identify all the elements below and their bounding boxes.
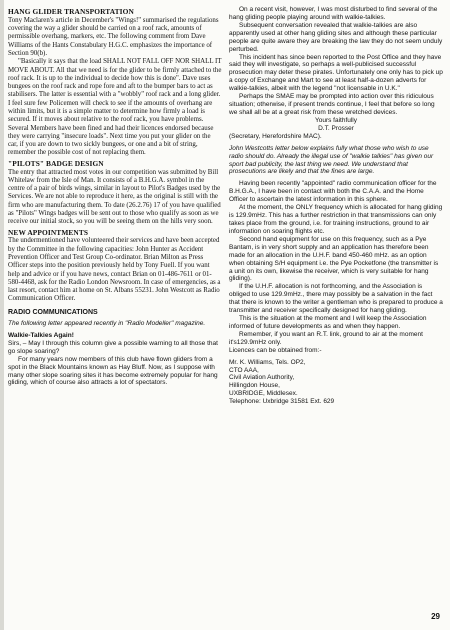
paragraph: Remember, if you want an R.T. link, ground to air at the moment it's129.9mHz only.	[229, 330, 423, 346]
signature-line: Yours faithfully	[314, 116, 358, 124]
paragraph: At the moment, the ONLY frequency which is allocated for hang gliding is 129.9mHz. This has a further restriction in that transmissions can only takes place from the ground, i.e. for training instructions, ground to air information on soaring flights etc.	[229, 204, 443, 235]
paragraph: Sirs, – May I through this column give a possible warning to all those that go slope soaring?	[8, 339, 218, 355]
paragraph: This is the situation at the moment and I will keep the Association informed of future developments as and when they happen.	[229, 315, 427, 330]
address-line: Hillingdon House,	[229, 382, 280, 390]
signature-title: (Secretary, Herefordshire MAC).	[229, 132, 322, 140]
paragraph: This incident has since been reported to the Post Office and they have said they will investigate, so perhaps a well-publicised successful prosecution may deter these pirates. Unfortunately one only has to pick up a copy of Exchange and Mart to see at least half-a-dozen adverts for walkie-talkies, albeit with the legend "not licensable in U.K."	[229, 53, 443, 93]
intro-note: The following letter appeared recently in "Radio Modeller" magazine.	[8, 320, 206, 328]
paragraph: Second hand equipment for use on this frequency, such as a Pye Bantam, is in very short supply and an application has therefore been made for an allocation in the U.H.F. band 450-460 mHz. as an option when obtaining S/H equipment i.e. the Pye Pocketfone (the transmitter is a unit on its own, likewise the receiver, which is very suitable for hang gliding).	[229, 235, 439, 283]
paragraph: On a recent visit, however, I was most disturbed to find several of the hang gliding people playing around with walkie-talkies.	[229, 6, 438, 21]
address-line: Mr. K. Williams, Tels. OP2,	[229, 358, 306, 366]
pilots-badge-section	[8, 160, 222, 227]
paragraph: Licences can be obtained from:-	[229, 346, 322, 354]
editor-note: John Westcotts letter below explains fully what those who wish to use radio should do. Already the illegal use of "walkie talkies" has given our sport bad publicity, the last thing we need. We understand that prosecutions are likely and that the fines are large.	[229, 144, 434, 176]
paragraph: Having been recently "appointed" radio communication officer for the B.H.G.A., I have been in contact with both the C.A.A. and the Home Officer to ascertain the latest information in this sphere.	[229, 180, 437, 204]
address-line: Telephone: Uxbridge 31581 Ext. 629	[229, 398, 335, 406]
radio-section	[8, 309, 222, 388]
section-heading: "PILOTS" BADGE DESIGN	[8, 158, 104, 168]
address-line: Civil Aviation Authority,	[229, 374, 295, 382]
appointments-section	[8, 229, 222, 304]
right-column	[229, 6, 443, 406]
page-number: 29	[431, 612, 440, 621]
paragraph: "Basically it says that the load SHALL NOT FALL OFF NOR SHALL IT MOVE ABOUT. All that we need is for the glider to be firmly attached to the roof rack. It is up to the individual to decide how this is done". Dave uses bungees on the roof rack and rope fore and aft to the bumper bars to act as stabilisers. The latter is essential with a "wobbly" roof rack and a long glider. I feel sure few Policemen will check to see if the amounts of overhang are within limits, but it is a simple matter to determine how firmly a load is secured. If it moves about relative to the roof rack, you have problems. Several Members have been fined and had their licences endorsed because they were carrying "insecure loads". Next time you put your glider on the car, if you are down to two sickly bungees, or one and a bit of string, remember the possible cost of not replacing them.	[8, 58, 222, 157]
paragraph: If the U.H.F. allocation is not forthcoming, and the Association is obliged to use 129.9mHz., there may possibly be a salvation in the fact that there is known to the writer a gentleman who is prepared to produce a transmitter and receiver specifically designed for hang gliding.	[229, 283, 443, 315]
paragraph: Subsequent conversation revealed that walkie-talkies are also apparently used at other hang gliding sites and although these particular people are quite aware they are breaking the law they do not seem unduly perturbed.	[229, 21, 443, 53]
address-line: CTO AAA,	[229, 366, 259, 374]
section-heading: NEW APPOINTMENTS	[8, 227, 89, 237]
paragraph: The undermentioned have volunteered their services and have been accepted by the Committee in the following capacities: John Hunter as Accident Prevention Officer and Test Group Co-ordinator. Brian Milton as Press Officer steps into the position previously held by Tony Fuell. If you want help and advice or if you have news, contact Brian on 01-486-7611 or 01-580-4468, ask for the Radio London Newsroom. In case of emergencies, as a last resort, contact him at home on St. Albans 55231. John Westcott as Radio Communication Officer.	[8, 237, 221, 303]
paragraph: Tony Maclaren's article in December's "Wings!" summarised the regulations covering the way a glider should be carried on a roof rack, amounts of permissible overhang, markers, etc. The following comment from Dave Williams of the Hants Constabulary H.G.C. emphasizes the importance of Section 90(b).	[8, 16, 219, 57]
address-line: UXBRIDGE, Middlesex.	[229, 390, 298, 398]
section-heading: RADIO COMMUNICATIONS	[8, 308, 98, 316]
left-column	[8, 6, 222, 387]
paragraph: The entry that attracted most votes in our competition was submitted by Bill Whitelaw from the Isle of Man. It consists of a B.H.G.A. symbol in the centre of a pair of birds wings, similar in layout to Pilot's Badges used by the Services. We are not able to reproduce it here, as the original is still with the firm who are manufacturing them. To date (26.2.76) 17 of you have qualified as "Pilots" Wings badges will be sent out to those who qualify as soon as we receive our initial stock, so you will be seeing them on the hills very soon.	[8, 168, 221, 226]
paragraph: Perhaps the SMAE may be prompted into action over this ridiculous situation; otherwise, if present trends continue, I feel that before so long we shall all be at a great risk from these wretched devices.	[229, 93, 435, 116]
section-heading: HANG GLIDER TRANSPORTATION	[8, 7, 134, 16]
signature-name: D.T. Prosser	[318, 124, 354, 132]
letter-title: Walkie-Talkies Again!	[8, 331, 74, 339]
hang-glider-section	[8, 8, 222, 158]
address-block	[229, 359, 443, 407]
paragraph: For many years now members of this club have flown gliders from a spot in the Black Mountains known as Hay Bluff. Now, as I suppose with many other slope soaring sites it has become extremely popular for hang gliding, which of course also attracts a lot of spectators.	[8, 355, 218, 387]
page-edge-shadow	[0, 0, 4, 630]
